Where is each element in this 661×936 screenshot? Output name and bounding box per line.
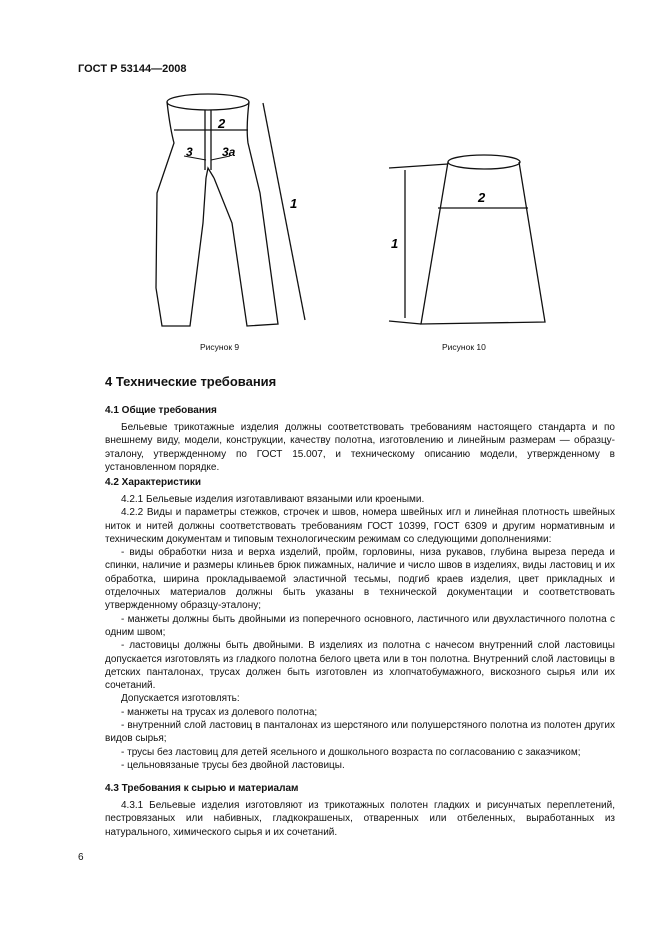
document-header: ГОСТ Р 53144—2008 xyxy=(78,63,187,75)
figure-9-label-3: 3 xyxy=(186,145,193,159)
section-title: 4 Технические требования xyxy=(105,374,277,389)
list-item: - ластовицы должны быть двойными. В изделиях из полотна с начесом внутренний слой ластовицы допускается изготовлять из гладкого полотна белого цвета или в тон полотна. Внутренний слой ластовицы в детских панталонах, трусах должен быть изготовлен из хлопчатобумажного, вискозного сырья или их сочетаний. xyxy=(105,640,615,692)
figure-9-label-3a: 3а xyxy=(222,145,236,159)
figure-9-caption: Рисунок 9 xyxy=(200,342,240,352)
paragraph: 4.2.1 Бельевые изделия изготавливают вязаными или кроеными. xyxy=(121,494,425,505)
list-item: - виды обработки низа и верха изделий, пройм, горловины, низа рукавов, глубина выреза переда и спинки, наличие и размеры клиньев брюк пижамных, наличие и число швов в изделиях, виды ластовиц и их обработка, ширина прокладываемой эластичной тесьмы, подгиб краев изделия, цвет прикладных и отделочных материалов должны быть указаны в технической документации и соответствовать утвержденному образцу-эталону; xyxy=(105,547,615,612)
list-item: - цельновязаные трусы без двойной ластовицы. xyxy=(121,759,345,771)
paragraph: 4.2.2 Виды и параметры стежков, строчек и швов, номера швейных игл и линейная плотность швейных ниток и нитей должны соответствовать требованиям ГОСТ 10399, ГОСТ 6309 и другим нормативным и техническим документам и типовым технологическим режимам со следующими дополнениями: xyxy=(105,507,615,545)
list-item: - манжеты на трусах из долевого полотна; xyxy=(121,706,318,718)
figure-10-label-1: 1 xyxy=(391,236,399,251)
paragraph: Допускается изготовлять: xyxy=(121,693,240,705)
subsection-4-1-title: 4.1 Общие требования xyxy=(105,405,217,416)
subsection-4-2-body xyxy=(105,493,615,772)
paragraph: Бельевые трикотажные изделия должны соответствовать требованиям настоящего стандарта и по внешнему виду, модели, конструкции, качеству полотна, изготовлению и линейным размерам — образцу-эталону, утвержденному по ГОСТ 15.007, и техническому описанию модели, утвержденному в установленном порядке. xyxy=(105,422,615,473)
figure-9-trousers xyxy=(150,88,320,338)
figure-10-skirt xyxy=(385,150,555,335)
list-item: - трусы без ластовиц для детей ясельного и дошкольного возраста по согласованию с заказчиком; xyxy=(121,746,581,758)
paragraph: 4.3.1 Бельевые изделия изготовляют из трикотажных полотен гладких и рисунчатых переплетений, пестровязаных или набивных, гладкокрашеных, отваренных или отбеленных, выработанных из натурального, химического сырья и их сочетаний. xyxy=(105,800,615,838)
figure-9-label-2: 2 xyxy=(218,116,226,131)
subsection-4-3-body xyxy=(105,799,615,839)
subsection-4-2-title: 4.2 Характеристики xyxy=(105,477,202,488)
figure-9-label-1: 1 xyxy=(290,196,298,211)
figure-10-label-2: 2 xyxy=(478,190,486,205)
list-item: - внутренний слой ластовиц в панталонах из шерстяного или полушерстяного полотна из полотен других видов сырья; xyxy=(105,720,615,745)
list-item: - манжеты должны быть двойными из поперечного основного, ластичного или двухластичного полотна с одним швом; xyxy=(105,613,615,638)
page-number: 6 xyxy=(78,852,84,863)
figure-10-caption: Рисунок 10 xyxy=(442,342,486,352)
subsection-4-3-title: 4.3 Требования к сырью и материалам xyxy=(105,783,299,794)
subsection-4-1-body xyxy=(105,421,615,474)
